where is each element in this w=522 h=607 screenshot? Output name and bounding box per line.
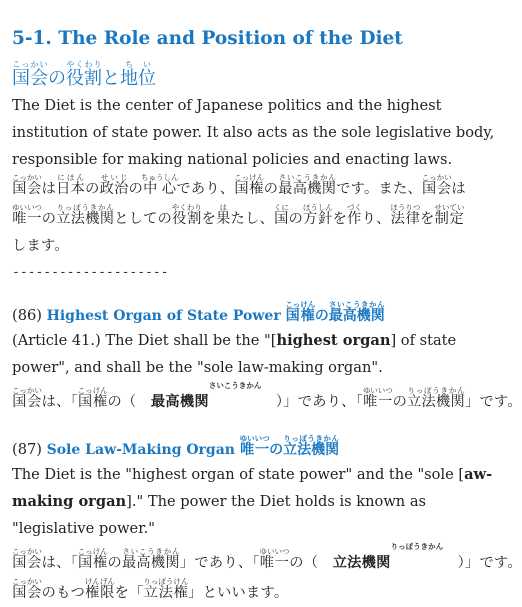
term-86-japanese: 国会こっかいは、「国権こっけんの（ 最高機関さいこうきかん ）」であり、「唯一ゆいいつの立法機関りっぽうきかん」です。 (12, 381, 497, 416)
key-term: highest organ (276, 332, 391, 349)
term-87-japanese-line-1: 国会こっかいは、「国権こっけんの最高機関さいこうきかん」であり、「唯一ゆいいつの（ 立法機関りっぽうきかん ）」です。 (12, 542, 497, 577)
key-term: aw-making organ (12, 466, 493, 510)
term-87-japanese-line-2: 国会こっかいのもつ権限けんげんを「立法権りっぽうけん」といいます。 (12, 577, 289, 601)
term-86-english: (Article 41.) The Diet shall be the "[highest organ] of state power", and shall be the "sole law-making organ". (12, 332, 457, 376)
page-title: 5-1. The Role and Position of the Diet (12, 28, 403, 49)
furigana-word: 役割やくわり (66, 60, 102, 89)
japanese-subtitle: 国会こっかいの役割やくわりと地位ちい (12, 60, 156, 89)
term-87-english: The Diet is the "highest organ of state power" and the "sole [aw-making organ]." The power the Diet holds is known as "legislative power." (12, 466, 493, 537)
term-title: Highest Organ of State Power (46, 308, 281, 324)
key-term-japanese: 立法機関りっぽうきかん (332, 542, 444, 571)
intro-english: The Diet is the center of Japanese politics and the highest institution of state power. It also acts as the sole legislative body, responsible for making national policies and enacting laws. (12, 97, 495, 168)
term-heading-86 (12, 300, 497, 327)
furigana-word: 地位ちい (120, 60, 156, 89)
furigana-word: 国会こっかい (12, 60, 48, 89)
term-japanese: 国権こっけんの最高機関さいこうきかん (285, 300, 385, 324)
intro-japanese-line-1: 国会こっかいは日本にほんの政治せいじの中心ちゅうしんであり、国権こっけんの最高機関さいこうきかんです。また、国会こっかいは (12, 173, 466, 197)
intro-japanese-line-2: 唯一ゆいいつの立法機関りっぽうきかんとしての役割やくわりを果はたし、国くにの方針ほうしんを作づくり、法律ほうりつを制定せいてい (12, 203, 465, 227)
term-number: (87) (12, 441, 42, 458)
term-heading-87 (12, 434, 497, 461)
term-title: Sole Law-Making Organ (46, 442, 235, 458)
term-japanese: 唯一ゆいいつの立法機関りっぽうきかん (239, 434, 340, 458)
key-term-japanese: 最高機関さいこうきかん (150, 381, 262, 410)
section-divider: -------------------- (12, 265, 169, 280)
intro-japanese-line-3: します。 (12, 238, 69, 254)
term-number: (86) (12, 307, 42, 324)
